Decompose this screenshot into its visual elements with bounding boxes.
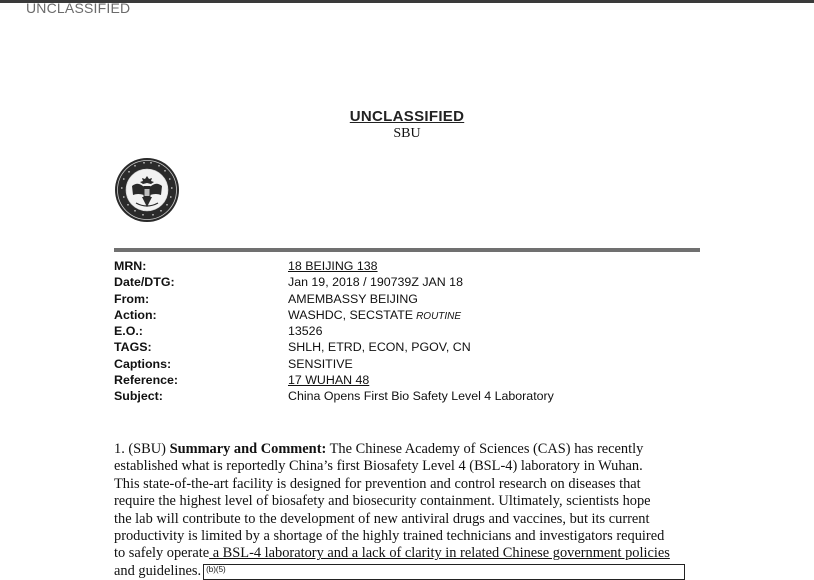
redaction-code: (b)(5): [206, 564, 226, 574]
meta-label: Action:: [114, 307, 157, 322]
paragraph-line: [114, 441, 714, 458]
meta-value: SENSITIVE: [288, 356, 353, 371]
meta-label: E.O.:: [114, 324, 143, 339]
meta-value: AMEMBASSY BEIJING: [288, 291, 418, 306]
paragraph-text: and guidelines.: [114, 562, 202, 579]
meta-row-reference: [114, 372, 700, 388]
paragraph-line: [114, 563, 714, 580]
meta-label: From:: [114, 291, 150, 306]
meta-row-tags: [114, 339, 700, 355]
paragraph-text: to safely operate: [114, 545, 210, 562]
paragraph-line: established what is reportedly China’s first Biosafety Level 4 (BSL-4) laboratory in Wuhan.: [114, 458, 643, 475]
meta-label: TAGS:: [114, 340, 152, 355]
paragraph-text: The Chinese Academy of Sciences (CAS) has recently: [326, 441, 644, 457]
department-of-state-seal-icon: [114, 157, 180, 223]
meta-row-from: [114, 291, 700, 307]
meta-label: Captions:: [114, 356, 172, 371]
header-divider: [114, 248, 700, 252]
meta-label: Date/DTG:: [114, 275, 175, 290]
meta-value: China Opens First Bio Safety Level 4 Laboratory: [288, 389, 554, 404]
meta-row-eo: [114, 323, 700, 339]
paragraph-line: require the highest level of biosafety and biosecurity containment. Ultimately, scientists hope: [114, 493, 651, 510]
classification-header: [0, 108, 814, 142]
action-value: WASHDC, SECSTATE: [288, 307, 414, 322]
paragraph-line: This state-of-the-art facility is designed for prevention and control research on diseases that: [114, 475, 641, 492]
meta-label: Reference:: [114, 373, 179, 388]
cable-metadata: [114, 258, 700, 405]
paragraph-text: a BSL-4 laboratory and a lack of clarity in related Chinese government policies: [209, 545, 670, 562]
meta-row-mrn: [114, 258, 700, 274]
meta-value: 13526: [288, 324, 323, 339]
redaction-box: [203, 564, 685, 580]
mrn-link[interactable]: 18 BEIJING 138: [288, 259, 378, 273]
meta-label: MRN:: [114, 259, 147, 273]
meta-row-captions: [114, 356, 700, 372]
classification-title: UNCLASSIFIED: [349, 108, 465, 125]
classification-banner-top: UNCLASSIFIED: [26, 0, 131, 16]
paragraph-lead: 1. (SBU): [114, 441, 170, 457]
paragraph-line: the lab will contribute to the development of new antiviral drugs and vaccines, but its current: [114, 510, 650, 527]
meta-label: Subject:: [114, 389, 163, 404]
meta-value: [288, 307, 461, 323]
paragraph-heading: Summary and Comment:: [169, 441, 327, 457]
reference-link[interactable]: 17 WUHAN 48: [288, 373, 370, 388]
meta-value: Jan 19, 2018 / 190739Z JAN 18: [288, 275, 463, 290]
paragraph-line: [114, 545, 714, 562]
meta-row-action: [114, 307, 700, 323]
summary-paragraph: [114, 441, 714, 580]
action-priority: ROUTINE: [416, 310, 462, 322]
meta-row-subject: [114, 388, 700, 404]
paragraph-line: productivity is limited by a shortage of the highly trained technicians and investigators required: [114, 528, 665, 545]
meta-value: SHLH, ETRD, ECON, PGOV, CN: [288, 340, 471, 355]
meta-row-date: [114, 274, 700, 290]
classification-subtitle: SBU: [393, 126, 421, 141]
